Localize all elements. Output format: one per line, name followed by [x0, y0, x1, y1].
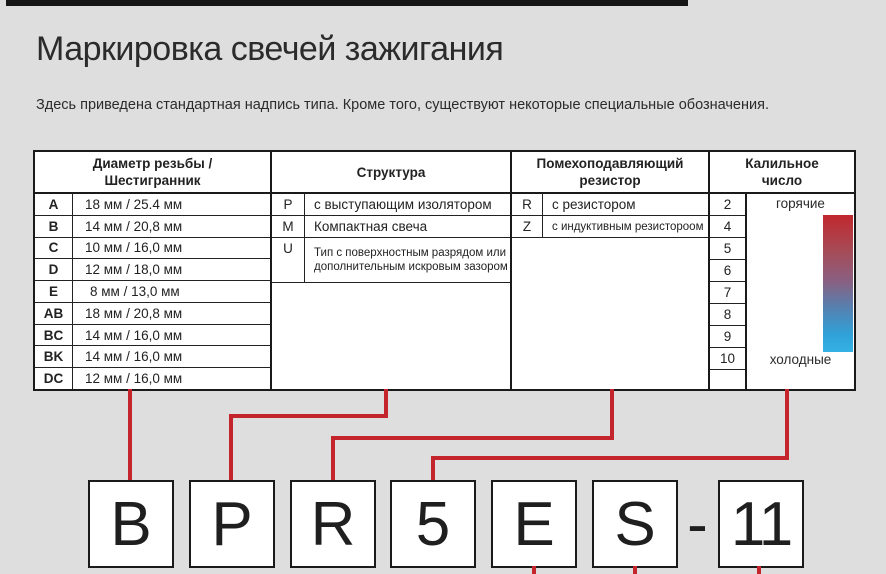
top-rule	[6, 0, 688, 6]
heat-number: 10	[710, 348, 745, 370]
column-diameter-header	[35, 152, 270, 192]
row-code: E	[35, 281, 73, 302]
header-line: Структура	[356, 164, 426, 180]
row-value: 14 мм / 20,8 мм	[85, 218, 183, 234]
table-row	[35, 345, 270, 367]
row-code: Z	[512, 216, 543, 237]
row-code: M	[272, 216, 305, 237]
row-value: 18 мм / 25.4 мм	[85, 196, 183, 212]
row-value: 8 мм / 13,0 мм	[90, 284, 180, 300]
connector-stub-s	[633, 566, 637, 574]
connector-diameter	[128, 389, 132, 480]
row-code: DC	[35, 368, 73, 389]
header-line: Диаметр резьбы /	[92, 156, 213, 171]
table-row	[272, 216, 510, 238]
heat-number: 9	[710, 326, 745, 348]
column-structure-header	[272, 152, 510, 192]
connector-structure-horizontal	[229, 414, 388, 418]
row-value: 18 мм / 20,8 мм	[85, 305, 183, 321]
column-heat-body	[710, 194, 854, 389]
column-structure-body	[272, 194, 510, 389]
column-structure	[272, 152, 510, 389]
heat-number: 2	[710, 194, 745, 216]
heat-number: 6	[710, 260, 745, 282]
connector-heat-horizontal	[431, 456, 789, 460]
column-resistor	[512, 152, 708, 389]
heat-scale	[747, 194, 854, 389]
header-line: число	[761, 173, 803, 188]
row-value: 12 мм / 18,0 мм	[85, 262, 183, 278]
heat-number: 5	[710, 238, 745, 260]
table-row	[272, 194, 510, 216]
table-row	[512, 194, 708, 216]
connector-resistor-to-box	[331, 436, 335, 480]
row-value: 14 мм / 16,0 мм	[85, 327, 183, 343]
heat-number: 7	[710, 282, 745, 304]
table-row	[35, 215, 270, 237]
table-row	[272, 238, 510, 283]
row-value: с резистором	[552, 197, 636, 212]
table-row	[35, 237, 270, 259]
column-heat-header	[710, 152, 854, 192]
heat-hot-label: горячие	[776, 196, 825, 211]
connector-resistor-horizontal	[331, 436, 614, 440]
connector-heat-to-box	[431, 456, 435, 480]
connector-resistor-drop	[610, 389, 614, 440]
marking-table	[33, 150, 856, 391]
row-code: R	[512, 194, 543, 215]
column-resistor-header	[512, 152, 708, 192]
row-value: Компактная свеча	[314, 219, 428, 234]
table-row	[35, 367, 270, 389]
header-line: резистор	[579, 173, 641, 188]
code-box-5: 5	[390, 480, 476, 568]
row-value: 10 мм / 16,0 мм	[85, 240, 183, 256]
row-value-line: дополнительным искровым зазором	[314, 261, 508, 273]
connector-stub-11	[757, 566, 761, 574]
connector-structure-to-box	[229, 414, 233, 480]
heat-number: 8	[710, 304, 745, 326]
row-code: A	[35, 194, 73, 215]
row-value: 14 мм / 16,0 мм	[85, 349, 183, 365]
row-value: с индуктивным резистороом	[552, 220, 704, 233]
table-row	[35, 280, 270, 302]
row-code: P	[272, 194, 305, 215]
code-box-b: B	[88, 480, 174, 568]
heat-cold-label: холодные	[769, 352, 832, 367]
connector-heat-drop	[785, 389, 789, 460]
row-value: с выступающим изолятором	[314, 197, 492, 212]
row-code: C	[35, 238, 73, 259]
table-row	[35, 194, 270, 215]
code-box-r: R	[290, 480, 376, 568]
row-code: D	[35, 259, 73, 280]
page-title: Маркировка свечей зажигания	[36, 30, 504, 68]
code-separator: -	[687, 489, 708, 559]
heat-number: 4	[710, 216, 745, 238]
code-box-e: E	[491, 480, 577, 568]
header-line: Шестигранник	[104, 173, 201, 188]
column-diameter	[35, 152, 270, 389]
row-code: AB	[35, 303, 73, 324]
column-resistor-body	[512, 194, 708, 389]
column-heat	[710, 152, 854, 389]
code-box-s: S	[592, 480, 678, 568]
table-row	[35, 258, 270, 280]
table-row	[35, 324, 270, 346]
row-code: BK	[35, 346, 73, 367]
heat-number-column	[710, 194, 747, 389]
code-box-p: P	[189, 480, 275, 568]
row-code: B	[35, 216, 73, 237]
code-box-11: 11	[718, 480, 804, 568]
heat-gradient-bar	[823, 215, 853, 352]
row-value: 12 мм / 16,0 мм	[85, 371, 183, 387]
table-row	[35, 302, 270, 324]
row-code: U	[272, 238, 305, 282]
row-value-line: Тип с поверхностным разрядом или	[314, 247, 507, 259]
row-code: BC	[35, 325, 73, 346]
column-diameter-body	[35, 194, 270, 389]
page-subtitle: Здесь приведена стандартная надпись типа. Кроме того, существуют некоторые специальные обозначения.	[36, 97, 769, 113]
row-value	[305, 238, 508, 282]
header-line: Помехоподавляющий	[536, 156, 684, 171]
header-line: Калильное	[745, 156, 819, 171]
table-row	[512, 216, 708, 238]
connector-stub-e	[532, 566, 536, 574]
